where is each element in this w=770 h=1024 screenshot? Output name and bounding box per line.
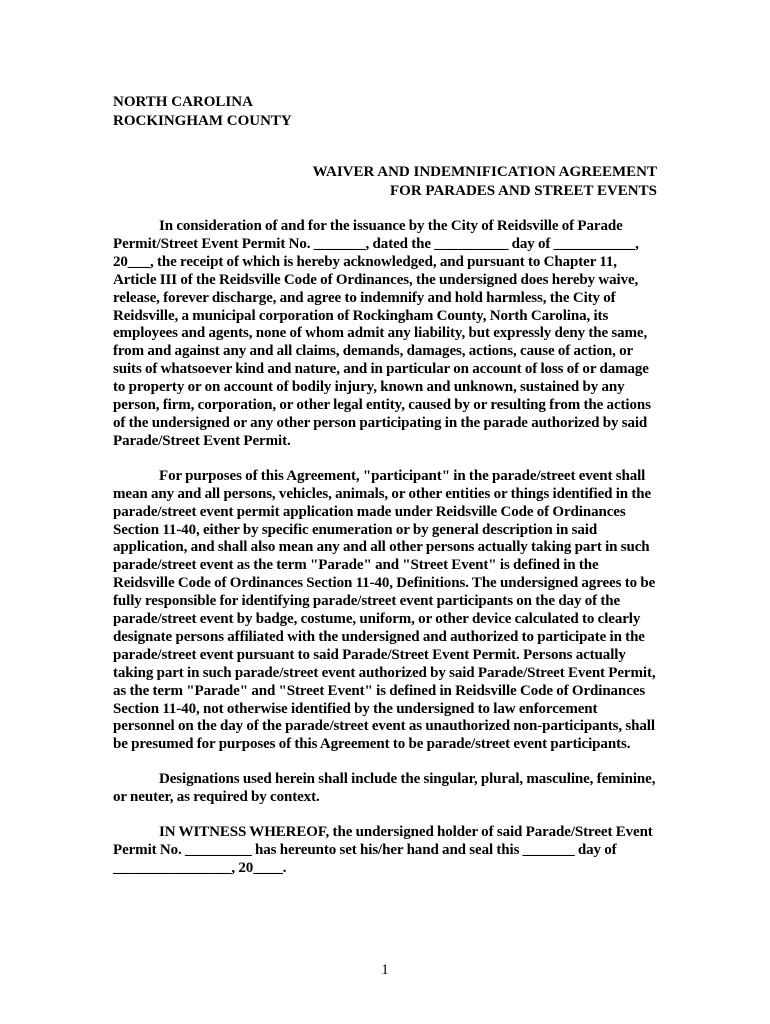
jurisdiction-header bbox=[113, 93, 292, 131]
document-title bbox=[313, 163, 657, 201]
county-name: ROCKINGHAM COUNTY bbox=[113, 113, 292, 129]
title-line-2: FOR PARADES AND STREET EVENTS bbox=[389, 183, 657, 199]
page-number: 1 bbox=[381, 962, 389, 978]
agreement-body bbox=[113, 218, 660, 895]
paragraph-consideration: In consideration of and for the issuance by the City of Reidsville of Parade Permit/Street Event Permit No. _______, dated the __________ day of ___________, 20___, the receipt of which is hereby acknowledged, and pursuant to Chapter 11, Article III of the Reidsville Code of Ordinances, the undersigned does hereby waive, release, forever discharge, and agree to indemnify and hold harmless, the City of Reidsville, a municipal corporation of Rockingham County, North Carolina, its employees and agents, none of whom admit any liability, but expressly deny the same, from and against any and all claims, demands, damages, actions, cause of action, or suits of whatsoever kind and nature, and in particular on account of loss of or damage to property or on account of bodily injury, known and unknown, sustained by any person, firm, corporation, or other legal entity, caused by or resulting from the actions of the undersigned or any other person participating in the parade authorized by said Parade/Street Event Permit. bbox=[113, 218, 651, 449]
title-line-1: WAIVER AND INDEMNIFICATION AGREEMENT bbox=[312, 164, 657, 180]
paragraph-designations: Designations used herein shall include the singular, plural, masculine, feminine, or neuter, as required by context. bbox=[113, 771, 656, 806]
state-name: NORTH CAROLINA bbox=[113, 94, 253, 110]
paragraph-participant-definition: For purposes of this Agreement, "participant" in the parade/street event shall mean any and all persons, vehicles, animals, or other entities or things identified in the parade/street event permit application made under Reidsville Code of Ordinances Section 11-40, either by specific enumeration or by general description in said application, and shall also mean any and all other persons actually taking part in such parade/street event as the term "Parade" and "Street Event" is defined in the Reidsville Code of Ordinances Section 11-40, Definitions. The undersigned agrees to be fully responsible for identifying parade/street event participants on the day of the parade/street event by badge, costume, uniform, or other device calculated to clearly designate persons affiliated with the undersigned and authorized to participate in the parade/street event pursuant to said Parade/Street Event Permit. Persons actually taking part in such parade/street event authorized by said Parade/Street Event Permit, as the term "Parade" and "Street Event" is defined in Reidsville Code of Ordinances Section 11-40, not otherwise identified by the undersigned to law enforcement personnel on the day of the parade/street event as unauthorized non-participants, shall be presumed for purposes of this Agreement to be parade/street event participants. bbox=[113, 467, 656, 753]
paragraph-witness: IN WITNESS WHEREOF, the undersigned holder of said Parade/Street Event Permit No. _________ has hereunto set his/her hand and seal this _______ day of ________________, 20____. bbox=[113, 824, 653, 876]
